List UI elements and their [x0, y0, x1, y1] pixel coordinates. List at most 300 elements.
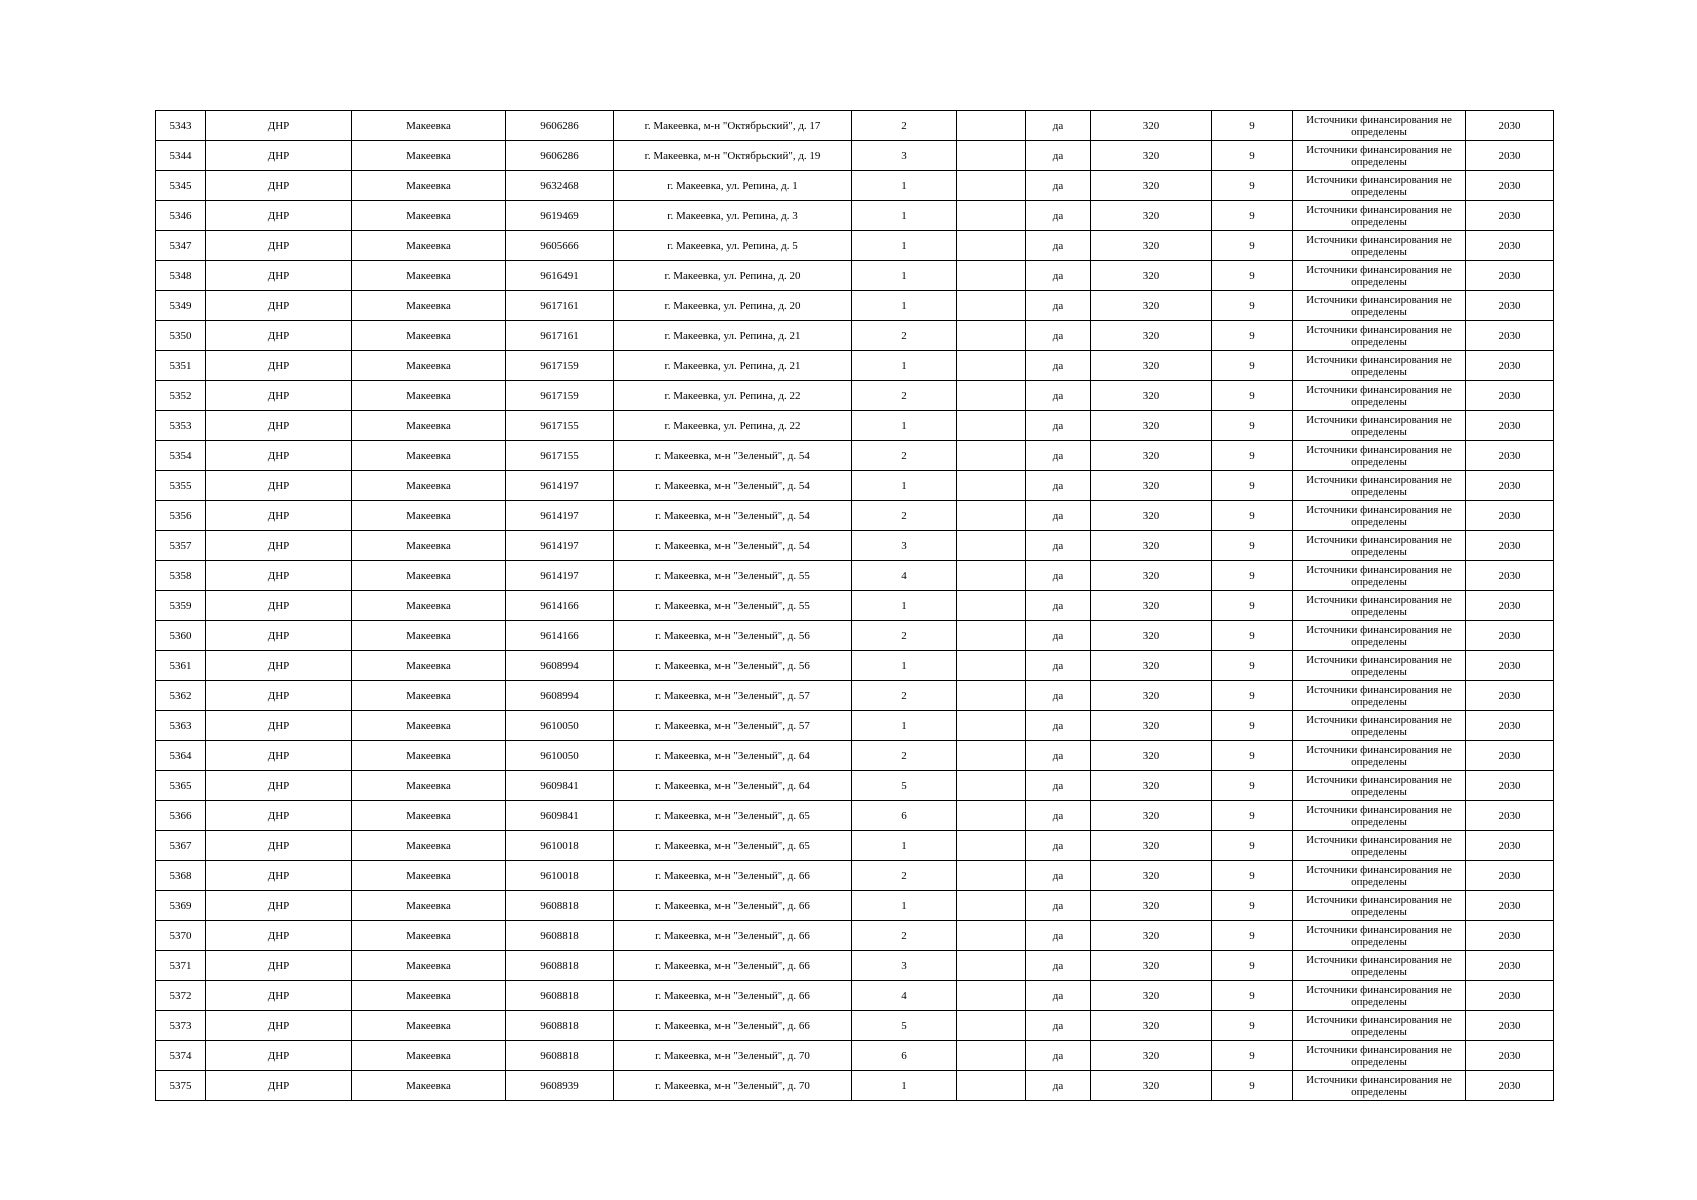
table-row	[156, 651, 1554, 681]
funding-cell: Источники финансирования не определены	[1293, 1041, 1466, 1071]
flag-cell: да	[1026, 621, 1091, 651]
row-number-cell: 5369	[156, 891, 206, 921]
empty-cell	[957, 891, 1026, 921]
year-cell: 2030	[1466, 801, 1554, 831]
entrance-cell: 6	[852, 1041, 957, 1071]
value-cell: 320	[1091, 861, 1212, 891]
value-cell: 320	[1091, 771, 1212, 801]
count-cell: 9	[1212, 291, 1293, 321]
address-cell: г. Макеевка, м-н "Зеленый", д. 57	[614, 711, 852, 741]
row-number-cell: 5364	[156, 741, 206, 771]
object-code-cell: 9617161	[506, 321, 614, 351]
flag-cell: да	[1026, 681, 1091, 711]
city-cell: Макеевка	[352, 771, 506, 801]
address-cell: г. Макеевка, м-н "Зеленый", д. 56	[614, 621, 852, 651]
flag-cell: да	[1026, 591, 1091, 621]
empty-cell	[957, 501, 1026, 531]
region-cell: ДНР	[206, 831, 352, 861]
object-code-cell: 9616491	[506, 261, 614, 291]
funding-cell: Источники финансирования не определены	[1293, 891, 1466, 921]
region-cell: ДНР	[206, 561, 352, 591]
funding-cell: Источники финансирования не определены	[1293, 651, 1466, 681]
city-cell: Макеевка	[352, 291, 506, 321]
value-cell: 320	[1091, 681, 1212, 711]
city-cell: Макеевка	[352, 711, 506, 741]
year-cell: 2030	[1466, 1041, 1554, 1071]
row-number-cell: 5350	[156, 321, 206, 351]
value-cell: 320	[1091, 441, 1212, 471]
address-cell: г. Макеевка, м-н "Зеленый", д. 54	[614, 471, 852, 501]
value-cell: 320	[1091, 801, 1212, 831]
object-code-cell: 9605666	[506, 231, 614, 261]
flag-cell: да	[1026, 201, 1091, 231]
count-cell: 9	[1212, 681, 1293, 711]
flag-cell: да	[1026, 831, 1091, 861]
object-code-cell: 9608818	[506, 891, 614, 921]
object-code-cell: 9617155	[506, 411, 614, 441]
row-number-cell: 5348	[156, 261, 206, 291]
row-number-cell: 5347	[156, 231, 206, 261]
empty-cell	[957, 951, 1026, 981]
funding-cell: Источники финансирования не определены	[1293, 261, 1466, 291]
entrance-cell: 1	[852, 591, 957, 621]
city-cell: Макеевка	[352, 831, 506, 861]
count-cell: 9	[1212, 501, 1293, 531]
entrance-cell: 1	[852, 261, 957, 291]
object-code-cell: 9606286	[506, 111, 614, 141]
year-cell: 2030	[1466, 1071, 1554, 1101]
entrance-cell: 5	[852, 1011, 957, 1041]
address-cell: г. Макеевка, м-н "Зеленый", д. 54	[614, 441, 852, 471]
row-number-cell: 5359	[156, 591, 206, 621]
year-cell: 2030	[1466, 981, 1554, 1011]
empty-cell	[957, 591, 1026, 621]
entrance-cell: 2	[852, 741, 957, 771]
empty-cell	[957, 471, 1026, 501]
entrance-cell: 3	[852, 951, 957, 981]
entrance-cell: 1	[852, 1071, 957, 1101]
value-cell: 320	[1091, 921, 1212, 951]
row-number-cell: 5358	[156, 561, 206, 591]
object-code-cell: 9617159	[506, 351, 614, 381]
object-code-cell: 9614197	[506, 471, 614, 501]
year-cell: 2030	[1466, 381, 1554, 411]
flag-cell: да	[1026, 291, 1091, 321]
flag-cell: да	[1026, 411, 1091, 441]
year-cell: 2030	[1466, 261, 1554, 291]
table-row	[156, 951, 1554, 981]
address-cell: г. Макеевка, м-н "Октябрьский", д. 17	[614, 111, 852, 141]
row-number-cell: 5372	[156, 981, 206, 1011]
table-row	[156, 621, 1554, 651]
city-cell: Макеевка	[352, 381, 506, 411]
row-number-cell: 5366	[156, 801, 206, 831]
flag-cell: да	[1026, 321, 1091, 351]
object-code-cell: 9608994	[506, 681, 614, 711]
value-cell: 320	[1091, 471, 1212, 501]
entrance-cell: 4	[852, 981, 957, 1011]
year-cell: 2030	[1466, 471, 1554, 501]
value-cell: 320	[1091, 651, 1212, 681]
year-cell: 2030	[1466, 651, 1554, 681]
count-cell: 9	[1212, 891, 1293, 921]
object-code-cell: 9609841	[506, 771, 614, 801]
row-number-cell: 5354	[156, 441, 206, 471]
value-cell: 320	[1091, 621, 1212, 651]
address-cell: г. Макеевка, м-н "Зеленый", д. 66	[614, 891, 852, 921]
flag-cell: да	[1026, 381, 1091, 411]
value-cell: 320	[1091, 531, 1212, 561]
entrance-cell: 2	[852, 861, 957, 891]
object-code-cell: 9614197	[506, 531, 614, 561]
empty-cell	[957, 921, 1026, 951]
funding-cell: Источники финансирования не определены	[1293, 981, 1466, 1011]
address-cell: г. Макеевка, ул. Репина, д. 22	[614, 381, 852, 411]
entrance-cell: 1	[852, 831, 957, 861]
address-cell: г. Макеевка, м-н "Зеленый", д. 64	[614, 771, 852, 801]
table-row	[156, 381, 1554, 411]
address-cell: г. Макеевка, ул. Репина, д. 22	[614, 411, 852, 441]
year-cell: 2030	[1466, 891, 1554, 921]
entrance-cell: 1	[852, 201, 957, 231]
object-code-cell: 9614166	[506, 591, 614, 621]
entrance-cell: 1	[852, 411, 957, 441]
region-cell: ДНР	[206, 321, 352, 351]
table-row	[156, 1071, 1554, 1101]
flag-cell: да	[1026, 891, 1091, 921]
entrance-cell: 5	[852, 771, 957, 801]
object-code-cell: 9617155	[506, 441, 614, 471]
empty-cell	[957, 1041, 1026, 1071]
table-row	[156, 441, 1554, 471]
city-cell: Макеевка	[352, 591, 506, 621]
region-cell: ДНР	[206, 951, 352, 981]
funding-cell: Источники финансирования не определены	[1293, 771, 1466, 801]
funding-cell: Источники финансирования не определены	[1293, 921, 1466, 951]
empty-cell	[957, 861, 1026, 891]
address-cell: г. Макеевка, м-н "Зеленый", д. 65	[614, 831, 852, 861]
region-cell: ДНР	[206, 891, 352, 921]
entrance-cell: 6	[852, 801, 957, 831]
object-code-cell: 9608994	[506, 651, 614, 681]
region-cell: ДНР	[206, 111, 352, 141]
value-cell: 320	[1091, 1011, 1212, 1041]
row-number-cell: 5352	[156, 381, 206, 411]
address-cell: г. Макеевка, м-н "Зеленый", д. 66	[614, 951, 852, 981]
funding-cell: Источники финансирования не определены	[1293, 171, 1466, 201]
region-cell: ДНР	[206, 261, 352, 291]
count-cell: 9	[1212, 1041, 1293, 1071]
table-row	[156, 201, 1554, 231]
entrance-cell: 2	[852, 621, 957, 651]
region-cell: ДНР	[206, 411, 352, 441]
entrance-cell: 2	[852, 681, 957, 711]
table-row	[156, 471, 1554, 501]
count-cell: 9	[1212, 1011, 1293, 1041]
count-cell: 9	[1212, 321, 1293, 351]
count-cell: 9	[1212, 561, 1293, 591]
address-cell: г. Макеевка, м-н "Зеленый", д. 70	[614, 1071, 852, 1101]
row-number-cell: 5374	[156, 1041, 206, 1071]
region-cell: ДНР	[206, 201, 352, 231]
flag-cell: да	[1026, 471, 1091, 501]
empty-cell	[957, 291, 1026, 321]
table-row	[156, 111, 1554, 141]
count-cell: 9	[1212, 381, 1293, 411]
region-cell: ДНР	[206, 471, 352, 501]
row-number-cell: 5355	[156, 471, 206, 501]
object-code-cell: 9608818	[506, 921, 614, 951]
row-number-cell: 5346	[156, 201, 206, 231]
funding-cell: Источники финансирования не определены	[1293, 291, 1466, 321]
funding-cell: Источники финансирования не определены	[1293, 621, 1466, 651]
object-code-cell: 9610050	[506, 711, 614, 741]
flag-cell: да	[1026, 141, 1091, 171]
entrance-cell: 2	[852, 321, 957, 351]
row-number-cell: 5375	[156, 1071, 206, 1101]
year-cell: 2030	[1466, 351, 1554, 381]
entrance-cell: 1	[852, 891, 957, 921]
address-cell: г. Макеевка, м-н "Зеленый", д. 64	[614, 741, 852, 771]
entrance-cell: 1	[852, 171, 957, 201]
funding-cell: Источники финансирования не определены	[1293, 111, 1466, 141]
object-code-cell: 9614197	[506, 501, 614, 531]
row-number-cell: 5356	[156, 501, 206, 531]
funding-cell: Источники финансирования не определены	[1293, 141, 1466, 171]
address-cell: г. Макеевка, ул. Репина, д. 5	[614, 231, 852, 261]
flag-cell: да	[1026, 561, 1091, 591]
table-row	[156, 171, 1554, 201]
city-cell: Макеевка	[352, 171, 506, 201]
year-cell: 2030	[1466, 621, 1554, 651]
table-row	[156, 981, 1554, 1011]
funding-cell: Источники финансирования не определены	[1293, 741, 1466, 771]
address-cell: г. Макеевка, м-н "Зеленый", д. 57	[614, 681, 852, 711]
city-cell: Макеевка	[352, 981, 506, 1011]
funding-cell: Источники финансирования не определены	[1293, 381, 1466, 411]
funding-cell: Источники финансирования не определены	[1293, 861, 1466, 891]
region-cell: ДНР	[206, 291, 352, 321]
value-cell: 320	[1091, 1071, 1212, 1101]
value-cell: 320	[1091, 141, 1212, 171]
table-row	[156, 681, 1554, 711]
funding-cell: Источники финансирования не определены	[1293, 321, 1466, 351]
count-cell: 9	[1212, 951, 1293, 981]
year-cell: 2030	[1466, 111, 1554, 141]
flag-cell: да	[1026, 171, 1091, 201]
entrance-cell: 1	[852, 471, 957, 501]
city-cell: Макеевка	[352, 861, 506, 891]
funding-cell: Источники финансирования не определены	[1293, 231, 1466, 261]
funding-cell: Источники финансирования не определены	[1293, 681, 1466, 711]
empty-cell	[957, 231, 1026, 261]
flag-cell: да	[1026, 1011, 1091, 1041]
region-cell: ДНР	[206, 771, 352, 801]
count-cell: 9	[1212, 831, 1293, 861]
region-cell: ДНР	[206, 651, 352, 681]
year-cell: 2030	[1466, 741, 1554, 771]
region-cell: ДНР	[206, 921, 352, 951]
table-row	[156, 141, 1554, 171]
region-cell: ДНР	[206, 681, 352, 711]
count-cell: 9	[1212, 441, 1293, 471]
object-code-cell: 9632468	[506, 171, 614, 201]
empty-cell	[957, 1071, 1026, 1101]
entrance-cell: 1	[852, 711, 957, 741]
count-cell: 9	[1212, 771, 1293, 801]
funding-cell: Источники финансирования не определены	[1293, 1071, 1466, 1101]
flag-cell: да	[1026, 261, 1091, 291]
count-cell: 9	[1212, 741, 1293, 771]
city-cell: Макеевка	[352, 411, 506, 441]
city-cell: Макеевка	[352, 441, 506, 471]
count-cell: 9	[1212, 231, 1293, 261]
value-cell: 320	[1091, 831, 1212, 861]
entrance-cell: 2	[852, 921, 957, 951]
flag-cell: да	[1026, 231, 1091, 261]
address-cell: г. Макеевка, м-н "Зеленый", д. 55	[614, 591, 852, 621]
value-cell: 320	[1091, 321, 1212, 351]
address-cell: г. Макеевка, ул. Репина, д. 3	[614, 201, 852, 231]
funding-cell: Источники финансирования не определены	[1293, 1011, 1466, 1041]
row-number-cell: 5362	[156, 681, 206, 711]
region-cell: ДНР	[206, 141, 352, 171]
table-row	[156, 291, 1554, 321]
year-cell: 2030	[1466, 951, 1554, 981]
entrance-cell: 4	[852, 561, 957, 591]
value-cell: 320	[1091, 111, 1212, 141]
row-number-cell: 5361	[156, 651, 206, 681]
empty-cell	[957, 981, 1026, 1011]
region-cell: ДНР	[206, 531, 352, 561]
object-code-cell: 9608939	[506, 1071, 614, 1101]
flag-cell: да	[1026, 501, 1091, 531]
table-row	[156, 801, 1554, 831]
table-row	[156, 561, 1554, 591]
value-cell: 320	[1091, 981, 1212, 1011]
funding-cell: Источники финансирования не определены	[1293, 411, 1466, 441]
funding-cell: Источники финансирования не определены	[1293, 591, 1466, 621]
address-cell: г. Макеевка, м-н "Зеленый", д. 65	[614, 801, 852, 831]
value-cell: 320	[1091, 411, 1212, 441]
flag-cell: да	[1026, 441, 1091, 471]
count-cell: 9	[1212, 1071, 1293, 1101]
city-cell: Макеевка	[352, 621, 506, 651]
table-row	[156, 921, 1554, 951]
entrance-cell: 2	[852, 381, 957, 411]
city-cell: Макеевка	[352, 1041, 506, 1071]
city-cell: Макеевка	[352, 891, 506, 921]
object-code-cell: 9610018	[506, 831, 614, 861]
flag-cell: да	[1026, 771, 1091, 801]
empty-cell	[957, 561, 1026, 591]
value-cell: 320	[1091, 501, 1212, 531]
year-cell: 2030	[1466, 831, 1554, 861]
city-cell: Макеевка	[352, 231, 506, 261]
year-cell: 2030	[1466, 201, 1554, 231]
count-cell: 9	[1212, 921, 1293, 951]
region-cell: ДНР	[206, 1011, 352, 1041]
address-cell: г. Макеевка, м-н "Зеленый", д. 66	[614, 921, 852, 951]
city-cell: Макеевка	[352, 1011, 506, 1041]
table-row	[156, 831, 1554, 861]
table-row	[156, 1041, 1554, 1071]
flag-cell: да	[1026, 531, 1091, 561]
funding-cell: Источники финансирования не определены	[1293, 951, 1466, 981]
city-cell: Макеевка	[352, 471, 506, 501]
city-cell: Макеевка	[352, 681, 506, 711]
count-cell: 9	[1212, 261, 1293, 291]
year-cell: 2030	[1466, 141, 1554, 171]
flag-cell: да	[1026, 741, 1091, 771]
address-cell: г. Макеевка, м-н "Октябрьский", д. 19	[614, 141, 852, 171]
year-cell: 2030	[1466, 681, 1554, 711]
year-cell: 2030	[1466, 291, 1554, 321]
city-cell: Макеевка	[352, 321, 506, 351]
value-cell: 320	[1091, 381, 1212, 411]
funding-cell: Источники финансирования не определены	[1293, 351, 1466, 381]
count-cell: 9	[1212, 621, 1293, 651]
empty-cell	[957, 351, 1026, 381]
count-cell: 9	[1212, 171, 1293, 201]
empty-cell	[957, 741, 1026, 771]
funding-cell: Источники финансирования не определены	[1293, 801, 1466, 831]
address-cell: г. Макеевка, м-н "Зеленый", д. 54	[614, 531, 852, 561]
year-cell: 2030	[1466, 921, 1554, 951]
object-code-cell: 9617161	[506, 291, 614, 321]
region-cell: ДНР	[206, 501, 352, 531]
row-number-cell: 5351	[156, 351, 206, 381]
object-code-cell: 9608818	[506, 981, 614, 1011]
object-code-cell: 9608818	[506, 1011, 614, 1041]
table-row	[156, 351, 1554, 381]
region-cell: ДНР	[206, 591, 352, 621]
empty-cell	[957, 411, 1026, 441]
empty-cell	[957, 711, 1026, 741]
year-cell: 2030	[1466, 441, 1554, 471]
value-cell: 320	[1091, 201, 1212, 231]
empty-cell	[957, 681, 1026, 711]
row-number-cell: 5365	[156, 771, 206, 801]
year-cell: 2030	[1466, 561, 1554, 591]
object-code-cell: 9614166	[506, 621, 614, 651]
count-cell: 9	[1212, 351, 1293, 381]
year-cell: 2030	[1466, 771, 1554, 801]
count-cell: 9	[1212, 591, 1293, 621]
table-row	[156, 1011, 1554, 1041]
year-cell: 2030	[1466, 861, 1554, 891]
flag-cell: да	[1026, 711, 1091, 741]
city-cell: Макеевка	[352, 531, 506, 561]
empty-cell	[957, 321, 1026, 351]
object-code-cell: 9609841	[506, 801, 614, 831]
entrance-cell: 1	[852, 231, 957, 261]
entrance-cell: 1	[852, 351, 957, 381]
empty-cell	[957, 651, 1026, 681]
region-cell: ДНР	[206, 711, 352, 741]
table-row	[156, 861, 1554, 891]
empty-cell	[957, 771, 1026, 801]
empty-cell	[957, 441, 1026, 471]
row-number-cell: 5357	[156, 531, 206, 561]
flag-cell: да	[1026, 951, 1091, 981]
count-cell: 9	[1212, 651, 1293, 681]
city-cell: Макеевка	[352, 1071, 506, 1101]
value-cell: 320	[1091, 951, 1212, 981]
count-cell: 9	[1212, 711, 1293, 741]
value-cell: 320	[1091, 351, 1212, 381]
data-table	[155, 110, 1554, 1101]
